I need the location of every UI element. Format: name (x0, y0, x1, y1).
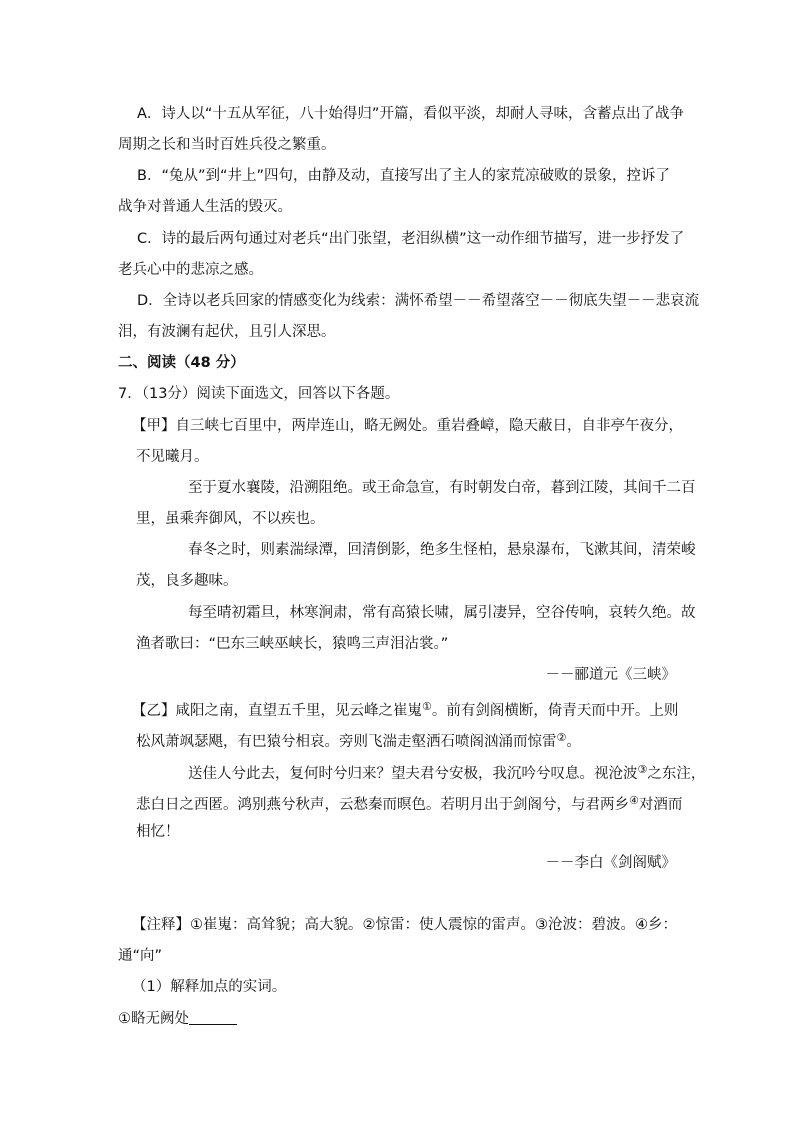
option-a-line2: 周期之长和当时百姓兵役之繁重。 (118, 137, 336, 153)
yi-line4 (136, 791, 682, 815)
option-d-line2: 泪，有波澜有起伏，且引人深思。 (118, 324, 336, 340)
item-1 (118, 1009, 237, 1029)
note-ref-3: ③ (637, 763, 648, 776)
jia-p4-line2: 渔者歌曰：“巴东三峡巫峡长，猿鸣三声泪沾裳。” (136, 636, 449, 652)
yi-line4-text-b: 对酒而 (638, 797, 683, 813)
yi-line1 (132, 697, 678, 721)
option-c-line1: C．诗的最后两句通过对老兵“出门张望，老泪纵横”这一动作细节描写，进一步抒发了 (137, 231, 685, 247)
jia-p1-line1: 【甲】自三峡七百里中，两岸连山，略无阙处。重岩叠嶂，隐天蔽日，自非亭午夜分， (132, 418, 683, 434)
yi-line2-text-b: 。 (566, 734, 581, 750)
item-1-text: ①略无阙处 (118, 1011, 189, 1027)
option-a-line1: A．诗人以“十五从军征，八十始得归”开篇，看似平淡，却耐人寻味，含蓄点出了战争 (137, 106, 684, 122)
yi-line1-text-b: 。前有剑阁横断，倚青天而中开。上则 (431, 703, 679, 719)
section-heading: 二、阅读（48 分） (118, 355, 245, 371)
option-c-line2: 老兵心中的悲凉之感。 (118, 262, 263, 278)
jia-p4-line1: 每至晴初霜旦，林寒涧肃，常有高猿长啸，属引凄异，空谷传响，哀转久绝。故 (188, 605, 696, 621)
jia-p3-line2: 茂，良多趣味。 (136, 573, 238, 589)
notes-line2: 通“向” (118, 948, 163, 964)
note-ref-1: ① (422, 700, 432, 713)
note-ref-2: ② (556, 731, 567, 744)
sub-question-1: （1）解释加点的实词。 (132, 979, 287, 995)
yi-source: －－李白《剑阁赋》 (545, 855, 676, 871)
option-d-line1: D．全诗以老兵回家的情感变化为线索：满怀希望－－希望落空－－彻底失望－－悲哀流 (137, 293, 700, 309)
note-ref-4: ④ (629, 794, 639, 807)
question-7: 7．（13分）阅读下面选文，回答以下各题。 (118, 386, 400, 402)
yi-line3 (188, 760, 705, 784)
yi-line5: 相忆！ (136, 824, 180, 840)
yi-line4-text-a: 悲白日之西匿。鸿别燕兮秋声，云愁秦而暝色。若明月出于剑阁兮，与君两乡 (136, 797, 629, 813)
jia-p1-line2: 不见曦月。 (136, 449, 209, 465)
notes-line1: 【注释】①崔嵬：高耸貌；高大貌。②惊雷：使人震惊的雷声。③沧波：碧波。④乡： (132, 917, 677, 933)
jia-p2-line2: 里，虽乘奔御风，不以疾也。 (136, 511, 325, 527)
yi-line3-text-a: 送佳人兮此去，复何时兮归来？望夫君兮安极，我沉吟兮叹息。视沧波 (188, 766, 638, 782)
jia-source: －－郦道元《三峡》 (545, 667, 676, 683)
yi-line1-text-a: 【乙】咸阳之南，直望五千里，见云峰之崔嵬 (132, 703, 422, 719)
option-b-line2: 战争对普通人生活的毁灭。 (118, 199, 292, 215)
yi-line3-text-b: 之东注， (647, 766, 706, 782)
jia-p2-line1: 至于夏水襄陵，沿溯阻绝。或王命急宣，有时朝发白帝，暮到江陵，其间千二百 (188, 480, 696, 496)
answer-blank[interactable] (189, 1010, 237, 1025)
yi-line2-text-a: 松风萧飒瑟飓，有巴猿兮相哀。旁则飞湍走壑洒石喷阁汹涌而惊雷 (136, 734, 557, 750)
jia-p3-line1: 春冬之时，则素湍绿潭，回清倒影，绝多生怪柏，悬泉瀑布，飞漱其间，清荣峻 (188, 542, 696, 558)
option-b-line1: B．“兔从”到“井上”四句，由静及动，直接写出了主人的家荒凉破败的景象，控诉了 (137, 168, 670, 184)
yi-line2 (136, 728, 581, 752)
